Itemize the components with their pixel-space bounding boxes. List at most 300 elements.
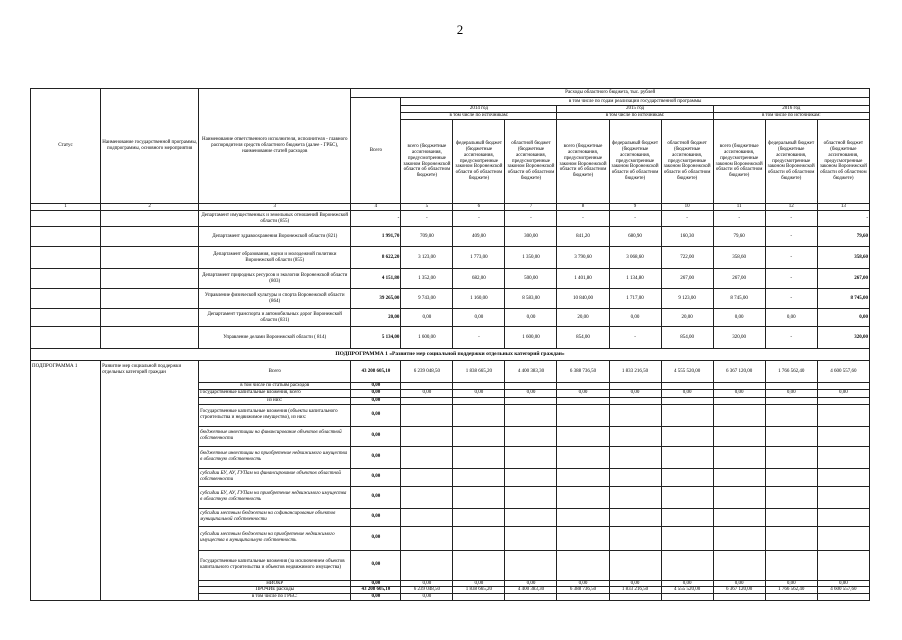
amount-cell [401, 404, 453, 426]
amount-cell [609, 594, 661, 601]
header-year-2014: 2014 год [401, 106, 557, 113]
amount-cell: 1 766 562,40 [765, 361, 817, 383]
empty-cell [101, 211, 199, 227]
amount-cell: 0,00 [505, 580, 557, 587]
amount-cell [817, 383, 869, 390]
amount-cell: 6 239 048,50 [401, 587, 453, 594]
amount-cell: 1 350,00 [505, 247, 557, 269]
amount-cell: 0,00 [351, 526, 401, 550]
amount-cell: 409,00 [453, 227, 505, 247]
expense-item-label: Государственные капитальные вложения, всего [199, 389, 351, 397]
amount-cell [609, 404, 661, 426]
amount-cell [401, 426, 453, 446]
header-expenses: Расходы областного бюджета, тыс. рублей [351, 89, 870, 98]
subprogram-status: ПОДПРОГРАММА 1 [31, 361, 101, 601]
amount-cell: 0,00 [351, 446, 401, 468]
amount-cell: 0,00 [351, 389, 401, 397]
col-number: 11 [713, 204, 765, 211]
column-number-row [31, 204, 870, 211]
amount-cell: 854,00 [557, 327, 609, 349]
department-name: Управление делами Воронежской области ( 814) [199, 327, 351, 349]
amount-cell: - [351, 211, 401, 227]
amount-cell: 1 401,80 [557, 269, 609, 289]
amount-cell [557, 383, 609, 390]
header-col-regional-2014: областной бюджет (бюджетные ассигнования, предусмотренные законом Воронежской области об областном бюджете) [505, 120, 557, 204]
empty-cell [101, 269, 199, 289]
amount-cell [765, 397, 817, 404]
amount-cell: 8 745,00 [713, 289, 765, 309]
amount-cell: 0,00 [609, 389, 661, 397]
amount-cell: 3 790,60 [557, 247, 609, 269]
header-col-regional-2015: областной бюджет (бюджетные ассигнования, предусмотренные законом Воронежской области об областном бюджете) [661, 120, 713, 204]
amount-cell [609, 550, 661, 580]
empty-cell [31, 327, 101, 349]
amount-cell [453, 526, 505, 550]
amount-cell: 160,30 [661, 227, 713, 247]
amount-cell [765, 383, 817, 390]
amount-cell [817, 426, 869, 446]
department-row [31, 247, 870, 269]
amount-cell: 5 134,00 [351, 327, 401, 349]
amount-cell [401, 526, 453, 550]
amount-cell: 0,00 [453, 389, 505, 397]
empty-cell [31, 269, 101, 289]
amount-cell: 0,00 [661, 580, 713, 587]
amount-cell: 4 151,80 [351, 269, 401, 289]
empty-cell [31, 309, 101, 327]
expense-item-label: НИОКР [199, 580, 351, 587]
amount-cell: 10 840,00 [557, 289, 609, 309]
header-row-expenses [31, 89, 870, 98]
expense-item-label: ПРОЧИЕ расходы [199, 587, 351, 594]
amount-cell: 1 838 665,20 [453, 361, 505, 383]
amount-cell: 8 583,00 [505, 289, 557, 309]
amount-cell [713, 404, 765, 426]
header-by-years: в том числе по годам реализации государственной программы [401, 98, 870, 106]
empty-cell [101, 327, 199, 349]
expense-item-label: субсидии БУ, АУ, ГУПам на финансирование объектов областной собственности [199, 468, 351, 486]
amount-cell: 0,00 [765, 580, 817, 587]
amount-cell [505, 594, 557, 601]
amount-cell: 722,00 [661, 247, 713, 269]
amount-cell [765, 594, 817, 601]
header-executor: Наименование ответственного исполнителя, исполнителя - главного распорядителя средств областного бюджета (далее - ГРБС), наименование статей расходов [199, 89, 351, 204]
header-year-2015: 2015 год [557, 106, 713, 113]
header-col-federal-2016: федеральный бюджет (бюджетные ассигнования, предусмотренные законом Воронежской области об областном бюджете) [765, 120, 817, 204]
expense-item-label: бюджетные инвестиции на приобретение недвижимого имущества в областную собственность [199, 446, 351, 468]
amount-cell [453, 397, 505, 404]
amount-cell [609, 446, 661, 468]
amount-cell: 0,00 [351, 486, 401, 508]
amount-cell: - [765, 247, 817, 269]
department-row [31, 289, 870, 309]
col-number: 6 [453, 204, 505, 211]
amount-cell [713, 508, 765, 526]
amount-cell: 0,00 [401, 594, 453, 601]
amount-cell: 1 833 216,50 [609, 587, 661, 594]
amount-cell: 680,90 [609, 227, 661, 247]
amount-cell: 20,00 [557, 309, 609, 327]
amount-cell [817, 486, 869, 508]
empty-cell [31, 211, 101, 227]
amount-cell: 3 068,60 [609, 247, 661, 269]
amount-cell: 0,00 [351, 550, 401, 580]
subprogram-rows [31, 361, 870, 601]
col-number: 7 [505, 204, 557, 211]
amount-cell [817, 508, 869, 526]
expense-item-label: Всего [199, 361, 351, 383]
amount-cell [609, 486, 661, 508]
amount-cell: - [765, 211, 817, 227]
col-number: 10 [661, 204, 713, 211]
amount-cell: 0,00 [351, 468, 401, 486]
amount-cell [817, 594, 869, 601]
amount-cell: 0,00 [557, 389, 609, 397]
amount-cell: 0,00 [351, 404, 401, 426]
amount-cell: 0,00 [351, 594, 401, 601]
amount-cell [765, 468, 817, 486]
amount-cell [401, 397, 453, 404]
department-row [31, 227, 870, 247]
header-col-total-2016: всего (бюджетные ассигнования, предусмотренные законом Воронежской области об областном бюджете) [713, 120, 765, 204]
department-row [31, 211, 870, 227]
amount-cell: - [817, 211, 869, 227]
amount-cell [661, 468, 713, 486]
amount-cell [713, 446, 765, 468]
department-row [31, 309, 870, 327]
subprogram-title-row [31, 349, 870, 361]
amount-cell [765, 526, 817, 550]
amount-cell: 0,00 [661, 389, 713, 397]
amount-cell: 0,00 [817, 580, 869, 587]
expense-item-label: из них: [199, 397, 351, 404]
expense-item-label: бюджетные инвестиции на финансирование объектов областной собственности [199, 426, 351, 446]
amount-cell: 1 600,00 [401, 327, 453, 349]
amount-cell [505, 486, 557, 508]
department-name: Департамент транспорта и автомобильных дорог Воронежской области (831) [199, 309, 351, 327]
amount-cell [609, 526, 661, 550]
amount-cell [661, 550, 713, 580]
amount-cell: 4 400 383,30 [505, 587, 557, 594]
amount-cell [505, 526, 557, 550]
amount-cell: - [765, 289, 817, 309]
amount-cell [661, 486, 713, 508]
expense-item-label: в том числе по статьям расходов [199, 383, 351, 390]
amount-cell: 0,00 [505, 309, 557, 327]
amount-cell: - [765, 327, 817, 349]
amount-cell: 682,00 [453, 269, 505, 289]
amount-cell: - [609, 211, 661, 227]
amount-cell: 0,00 [351, 426, 401, 446]
amount-cell: 1 134,80 [609, 269, 661, 289]
department-name: Департамент образования, науки и молодежной политики Воронежской области (855) [199, 247, 351, 269]
amount-cell: 0,00 [713, 389, 765, 397]
amount-cell: - [765, 227, 817, 247]
header-col-total-2014: всего (бюджетные ассигнования, предусмотренные законом Воронежской области об областном бюджете) [401, 120, 453, 204]
header-col-regional-2016: областной бюджет (бюджетные ассигнования, предусмотренные законом Воронежской области об областном бюджете) [817, 120, 869, 204]
amount-cell: 6 388 736,50 [557, 361, 609, 383]
amount-cell: 1 833 216,50 [609, 361, 661, 383]
expense-item-label: Государственные капитальные вложения (объекты капитального строительства и недвижимое имущество), из них: [199, 404, 351, 426]
amount-cell: 0,00 [817, 389, 869, 397]
amount-cell [453, 594, 505, 601]
header-status: Статус [31, 89, 101, 204]
amount-cell: 0,00 [765, 389, 817, 397]
amount-cell: 6 239 048,50 [401, 361, 453, 383]
department-row [31, 269, 870, 289]
empty-cell [101, 227, 199, 247]
amount-cell: 320,00 [817, 327, 869, 349]
amount-cell: 0,00 [351, 397, 401, 404]
amount-cell [505, 508, 557, 526]
amount-cell [661, 426, 713, 446]
amount-cell [505, 383, 557, 390]
amount-cell: 0,00 [401, 580, 453, 587]
amount-cell [713, 468, 765, 486]
amount-cell: 1 600,00 [505, 327, 557, 349]
amount-cell: 1 766 562,40 [765, 587, 817, 594]
col-number: 9 [609, 204, 661, 211]
page-number: 2 [456, 22, 464, 37]
amount-cell [453, 383, 505, 390]
amount-cell: 358,60 [713, 247, 765, 269]
amount-cell: 79,60 [817, 227, 869, 247]
amount-cell [505, 550, 557, 580]
department-name: Департамент имущественных и земельных отношений Воронежской области (855) [199, 211, 351, 227]
amount-cell: 300,00 [505, 227, 557, 247]
amount-cell: 3 123,00 [401, 247, 453, 269]
amount-cell: 9 743,00 [401, 289, 453, 309]
expense-item-label: Государственные капитальные вложения (за исключением объектов капитального строительства и объектов недвижимого имущества) [199, 550, 351, 580]
amount-cell: 20,00 [661, 309, 713, 327]
amount-cell: 0,00 [453, 580, 505, 587]
amount-cell [713, 397, 765, 404]
department-rows [31, 211, 870, 349]
amount-cell [765, 486, 817, 508]
amount-cell [661, 404, 713, 426]
amount-cell: - [453, 327, 505, 349]
empty-cell [101, 247, 199, 269]
amount-cell [609, 508, 661, 526]
amount-cell: 841,20 [557, 227, 609, 247]
header-sources-2014: в том числе по источникам: [401, 113, 557, 120]
amount-cell: 8 622,20 [351, 247, 401, 269]
subprogram-row [31, 361, 870, 383]
amount-cell: 0,00 [351, 580, 401, 587]
amount-cell: 20,00 [351, 309, 401, 327]
amount-cell [557, 486, 609, 508]
empty-cell [31, 227, 101, 247]
amount-cell: - [557, 211, 609, 227]
amount-cell: 0,00 [765, 309, 817, 327]
empty-cell [101, 309, 199, 327]
amount-cell [401, 508, 453, 526]
amount-cell [817, 397, 869, 404]
header-col-federal-2014: федеральный бюджет (бюджетные ассигнования, предусмотренные законом Воронежской области об областном бюджете) [453, 120, 505, 204]
amount-cell [557, 508, 609, 526]
amount-cell: - [713, 211, 765, 227]
amount-cell: 709,00 [401, 227, 453, 247]
col-number: 13 [817, 204, 869, 211]
department-name: Департамент природных ресурсов и экологии Воронежской области (803) [199, 269, 351, 289]
header-sources-2016: в том числе по источникам: [713, 113, 869, 120]
subprogram-name: Развитие мер социальной поддержки отдельных категорий граждан [101, 361, 199, 601]
amount-cell [557, 446, 609, 468]
amount-cell [713, 550, 765, 580]
col-number: 12 [765, 204, 817, 211]
amount-cell [505, 397, 557, 404]
amount-cell [557, 526, 609, 550]
col-number: 8 [557, 204, 609, 211]
budget-table [30, 88, 870, 601]
header-sources-2015: в том числе по источникам: [557, 113, 713, 120]
amount-cell: 6 388 736,50 [557, 587, 609, 594]
amount-cell: 320,00 [713, 327, 765, 349]
amount-cell: - [505, 211, 557, 227]
amount-cell [401, 446, 453, 468]
amount-cell: 4 555 520,00 [661, 587, 713, 594]
department-name: Управление физической культуры и спорта Воронежской области (864) [199, 289, 351, 309]
amount-cell [453, 446, 505, 468]
amount-cell [453, 468, 505, 486]
amount-cell: 4 600 557,60 [817, 361, 869, 383]
amount-cell: 0,00 [609, 580, 661, 587]
expense-item-label: в том числе по ГРБС: [199, 594, 351, 601]
amount-cell: 1 991,70 [351, 227, 401, 247]
amount-cell [505, 404, 557, 426]
amount-cell: 43 208 605,10 [351, 587, 401, 594]
expense-item-label: субсидии местным бюджетам на приобретение недвижимого имущества в муниципальную собственность [199, 526, 351, 550]
col-number: 5 [401, 204, 453, 211]
amount-cell: 358,60 [817, 247, 869, 269]
amount-cell: 0,00 [817, 309, 869, 327]
amount-cell [765, 550, 817, 580]
amount-cell: 1 838 665,20 [453, 587, 505, 594]
amount-cell: 267,00 [817, 269, 869, 289]
amount-cell: 1 717,00 [609, 289, 661, 309]
amount-cell [453, 426, 505, 446]
amount-cell [713, 383, 765, 390]
col-number: 2 [101, 204, 199, 211]
amount-cell [557, 594, 609, 601]
amount-cell [661, 508, 713, 526]
amount-cell [453, 486, 505, 508]
amount-cell [505, 446, 557, 468]
amount-cell: 6 367 120,00 [713, 361, 765, 383]
header-col-total-2015: всего (бюджетные ассигнования, предусмотренные законом Воронежской области об областном бюджете) [557, 120, 609, 204]
amount-cell [453, 404, 505, 426]
amount-cell [661, 526, 713, 550]
amount-cell: 4 400 383,30 [505, 361, 557, 383]
amount-cell [453, 550, 505, 580]
amount-cell: 854,00 [661, 327, 713, 349]
amount-cell [713, 426, 765, 446]
amount-cell: 6 367 120,00 [713, 587, 765, 594]
department-row [31, 327, 870, 349]
amount-cell: 4 600 557,60 [817, 587, 869, 594]
amount-cell: 0,00 [401, 309, 453, 327]
col-number: 1 [31, 204, 101, 211]
amount-cell [401, 486, 453, 508]
amount-cell: 1 160,00 [453, 289, 505, 309]
amount-cell: 0,00 [557, 580, 609, 587]
amount-cell [453, 508, 505, 526]
amount-cell [713, 526, 765, 550]
amount-cell [817, 404, 869, 426]
amount-cell [765, 508, 817, 526]
amount-cell [505, 426, 557, 446]
amount-cell: 0,00 [609, 309, 661, 327]
amount-cell [557, 426, 609, 446]
header-total: Всего [351, 98, 401, 204]
subprogram-title: ПОДПРОГРАММА 1 «Развитие мер социальной поддержки отдельных категорий граждан» [31, 349, 870, 361]
amount-cell: 4 555 520,00 [661, 361, 713, 383]
amount-cell [765, 446, 817, 468]
amount-cell: - [401, 211, 453, 227]
col-number: 3 [199, 204, 351, 211]
amount-cell: 500,00 [505, 269, 557, 289]
amount-cell [661, 397, 713, 404]
amount-cell: 267,00 [661, 269, 713, 289]
amount-cell: - [661, 211, 713, 227]
amount-cell: 0,00 [453, 309, 505, 327]
amount-cell [661, 446, 713, 468]
amount-cell: - [453, 211, 505, 227]
header-year-2016: 2016 год [713, 106, 869, 113]
amount-cell: 1 352,00 [401, 269, 453, 289]
amount-cell [817, 550, 869, 580]
amount-cell [817, 526, 869, 550]
empty-cell [31, 247, 101, 269]
amount-cell: - [765, 269, 817, 289]
amount-cell: 0,00 [505, 389, 557, 397]
amount-cell [505, 468, 557, 486]
empty-cell [101, 289, 199, 309]
amount-cell [557, 468, 609, 486]
amount-cell [765, 426, 817, 446]
amount-cell: - [609, 327, 661, 349]
amount-cell: 0,00 [351, 508, 401, 526]
header-col-federal-2015: федеральный бюджет (бюджетные ассигнования, предусмотренные законом Воронежской области об областном бюджете) [609, 120, 661, 204]
expense-item-label: субсидии БУ, АУ, ГУПам на приобретение недвижимого имущества в областную собственность [199, 486, 351, 508]
amount-cell: 267,00 [713, 269, 765, 289]
amount-cell [817, 446, 869, 468]
header-program: Наименование государственной программы, подпрограммы, основного мероприятия [101, 89, 199, 204]
amount-cell [401, 468, 453, 486]
amount-cell: 79,60 [713, 227, 765, 247]
amount-cell [401, 550, 453, 580]
amount-cell [557, 550, 609, 580]
amount-cell [401, 383, 453, 390]
amount-cell: 43 208 605,10 [351, 361, 401, 383]
empty-cell [31, 289, 101, 309]
amount-cell [557, 397, 609, 404]
expense-item-label: субсидии местным бюджетам на софинансирование объектов муниципальной собственности [199, 508, 351, 526]
department-name: Департамент здравоохранения Воронежской области (821) [199, 227, 351, 247]
amount-cell [609, 426, 661, 446]
amount-cell: 1 773,00 [453, 247, 505, 269]
amount-cell [713, 594, 765, 601]
amount-cell: 8 745,00 [817, 289, 869, 309]
amount-cell [713, 486, 765, 508]
amount-cell [765, 404, 817, 426]
amount-cell: 9 123,00 [661, 289, 713, 309]
amount-cell [557, 404, 609, 426]
amount-cell: 0,00 [713, 580, 765, 587]
amount-cell [661, 383, 713, 390]
col-number: 4 [351, 204, 401, 211]
amount-cell [609, 397, 661, 404]
